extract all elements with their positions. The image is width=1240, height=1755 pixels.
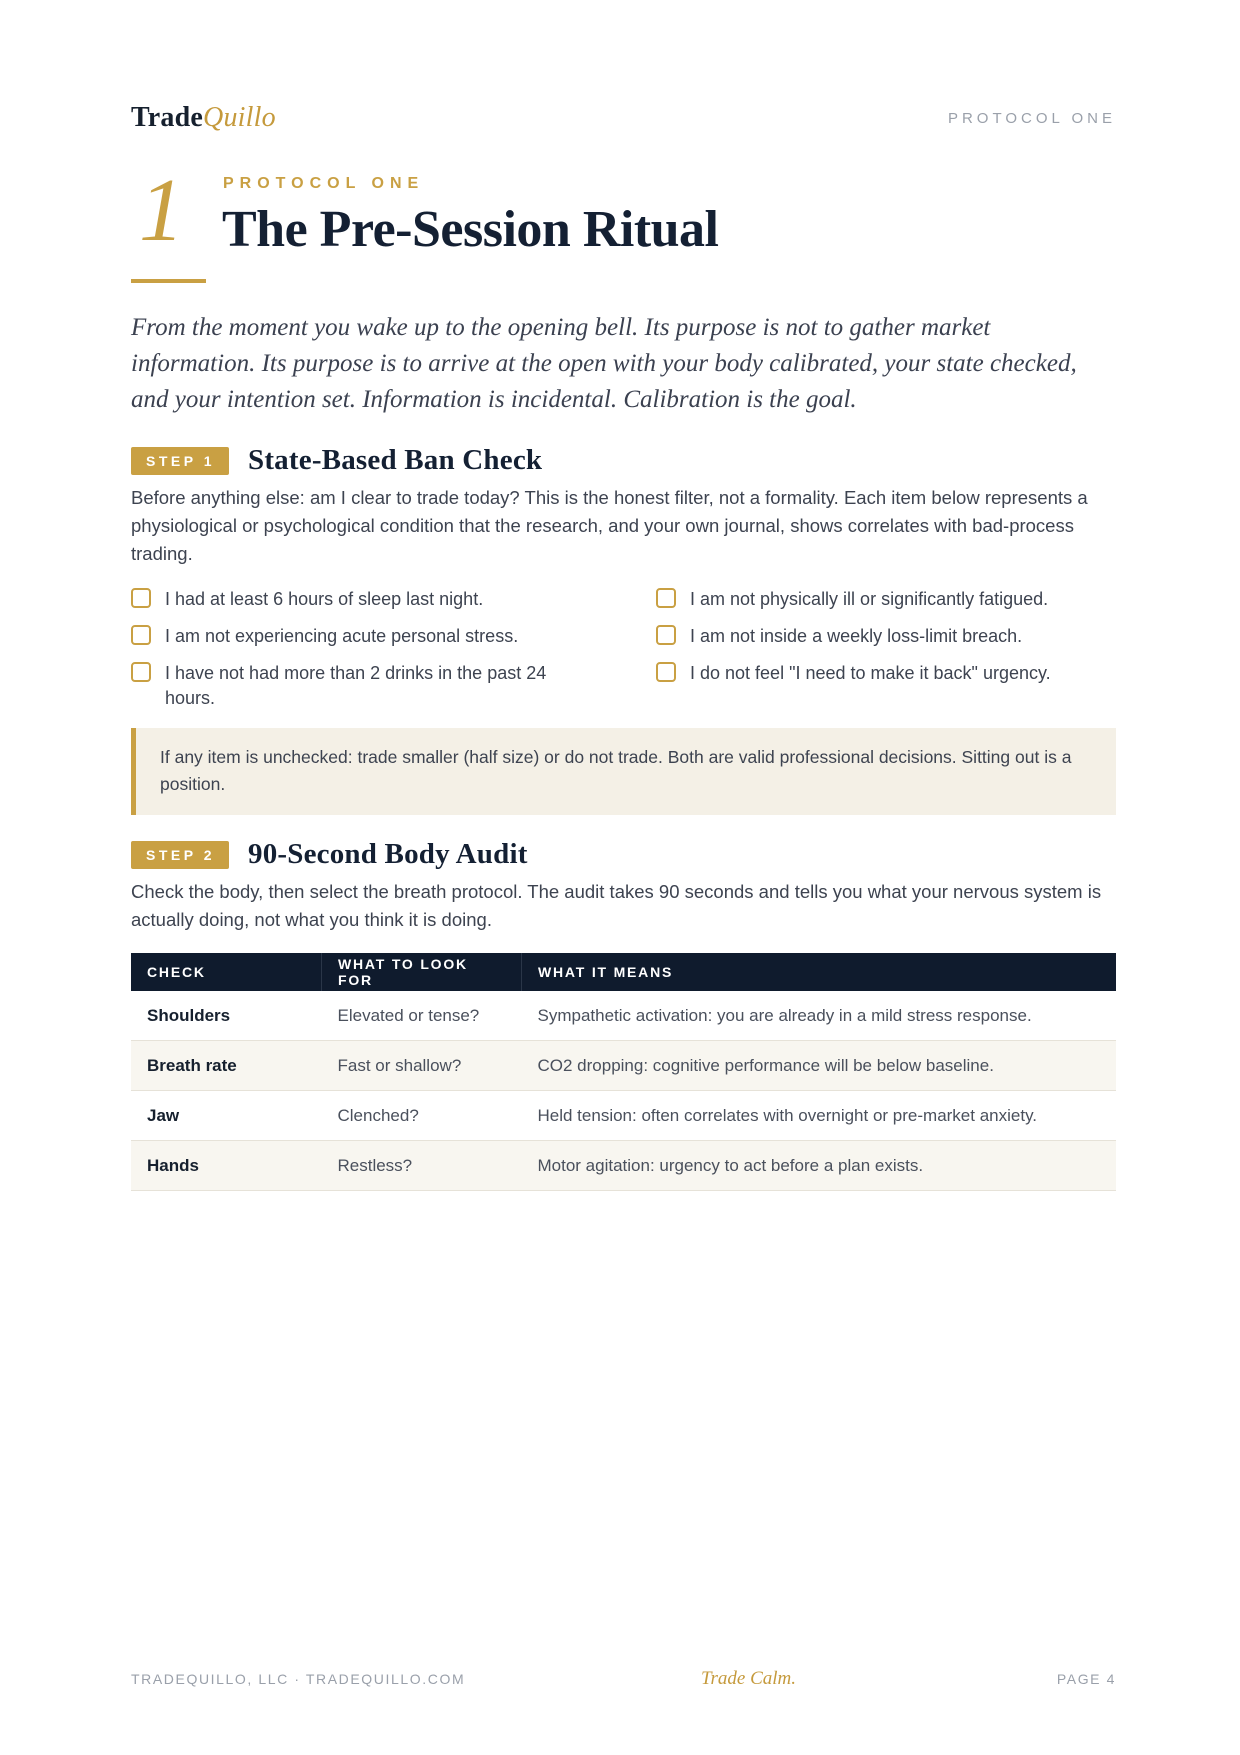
table-cell-check: Breath rate [131, 1041, 322, 1091]
title-underline-rule [131, 279, 206, 283]
page-footer [131, 1664, 1116, 1694]
checklist-item[interactable] [656, 587, 1101, 612]
checklist-item[interactable] [656, 661, 1116, 686]
table-header-row [131, 953, 1116, 991]
footer-tagline: Trade Calm. [701, 1668, 797, 1689]
checkbox[interactable] [656, 625, 676, 645]
page-header [131, 98, 1116, 138]
checklist-item-label: I had at least 6 hours of sleep last night. [165, 589, 484, 609]
checkbox[interactable] [131, 625, 151, 645]
tradequillo-logo [131, 102, 276, 134]
column-header-check: CHECK [131, 953, 322, 991]
protocol-title-block [131, 161, 1111, 290]
logo-accent-text: Quillo [203, 102, 276, 133]
intro-paragraph: From the moment you wake up to the opening bell. Its purpose is not to gather market information. Its purpose is to arrive at the open with your body calibrated, your state checked, and your intention set. Information is incidental. Calibration is the goal. [131, 314, 1077, 413]
checkbox[interactable] [131, 662, 151, 682]
checklist-item[interactable] [131, 624, 576, 649]
protocol-eyebrow: PROTOCOL ONE [223, 175, 425, 192]
body-audit-table [131, 953, 1116, 1191]
table-cell-check: Jaw [131, 1091, 322, 1141]
table-cell-meaning: Sympathetic activation: you are already in a mild stress response. [522, 991, 1117, 1041]
column-header-meaning: WHAT IT MEANS [522, 953, 1117, 991]
table-row [131, 1091, 1116, 1141]
table-row [131, 1141, 1116, 1191]
checklist-item-label: I do not feel "I need to make it back" urgency. [690, 663, 1051, 683]
checkbox[interactable] [656, 662, 676, 682]
checklist-item-label: I am not physically ill or significantly fatigued. [690, 589, 1049, 609]
table-cell-look-for: Elevated or tense? [322, 991, 522, 1041]
footer-company: TRADEQUILLO, LLC · TRADEQUILLO.COM [131, 1671, 466, 1687]
checkbox[interactable] [131, 588, 151, 608]
table-cell-look-for: Restless? [322, 1141, 522, 1191]
step1-title: State-Based Ban Check [248, 444, 543, 476]
step2-title: 90-Second Body Audit [248, 838, 528, 870]
table-cell-meaning: Held tension: often correlates with overnight or pre-market anxiety. [522, 1091, 1117, 1141]
table-cell-look-for: Clenched? [322, 1091, 522, 1141]
checklist-item-label: I have not had more than 2 drinks in the past 24 hours. [165, 663, 547, 708]
page-title: The Pre-Session Ritual [222, 201, 719, 258]
page-number: PAGE 4 [1056, 1671, 1116, 1687]
table-cell-meaning: CO2 dropping: cognitive performance will be below baseline. [522, 1041, 1117, 1091]
unchecked-item-callout: If any item is unchecked: trade smaller (half size) or do not trade. Both are valid professional decisions. Sitting out is a position. [131, 728, 1116, 815]
checklist-item[interactable] [131, 587, 576, 612]
header-section-label: PROTOCOL ONE [947, 109, 1116, 127]
step1-badge: STEP 1 [131, 447, 229, 475]
checklist-item[interactable] [131, 661, 561, 711]
ban-checklist [131, 587, 1116, 707]
checklist-item-label: I am not inside a weekly loss-limit breach. [690, 626, 1023, 646]
table-cell-meaning: Motor agitation: urgency to act before a plan exists. [522, 1141, 1117, 1191]
table-cell-check: Hands [131, 1141, 322, 1191]
step2-description: Check the body, then select the breath protocol. The audit takes 90 seconds and tells you what your nervous system is actually doing, not what you think it is doing. [131, 881, 1102, 930]
table-row [131, 1041, 1116, 1091]
step1-description: Before anything else: am I clear to trade today? This is the honest filter, not a formality. Each item below represents a physiological or psychological condition that the research, and your own journal, shows correlates with bad-process trading. [131, 487, 1088, 564]
table-row [131, 991, 1116, 1041]
step2-badge: STEP 2 [131, 841, 229, 869]
column-header-look-for: WHAT TO LOOK FOR [322, 953, 522, 991]
checklist-item[interactable] [656, 624, 1101, 649]
checkbox[interactable] [656, 588, 676, 608]
step2-heading [131, 838, 528, 871]
table-cell-check: Shoulders [131, 991, 322, 1041]
table-cell-look-for: Fast or shallow? [322, 1041, 522, 1091]
protocol-number: 1 [139, 161, 184, 260]
step1-heading [131, 444, 542, 477]
checklist-item-label: I am not experiencing acute personal stress. [165, 626, 519, 646]
logo-main-text: Trade [131, 102, 204, 133]
